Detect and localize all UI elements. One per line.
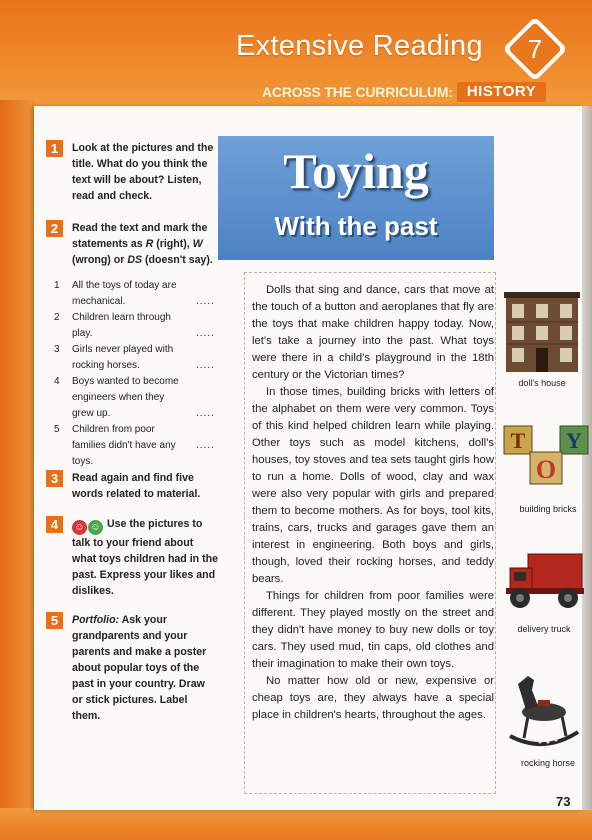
block-letter-o: O [535, 455, 557, 484]
statement-text: All the toys of today are mechanical. [72, 280, 177, 307]
article-paragraph: In those times, building bricks with letters of the alphabet on them were very common. Toys of this kind helped children learn while playing. Other toys such as model kitchens, doll's houses, toy stoves and tea sets taught girls how to run a home. Dolls of wood, clay and wax were also very popular with girls and prepared them to become mothers. As for boys, tool kits, trains, cars, trucks and garages gave them an interest in engineering. Both boys and girls, though, loved their rocking horses, and teddy bears. [252, 386, 494, 585]
answer-blank[interactable]: ..... [196, 440, 215, 451]
task-number: 5 [46, 612, 63, 629]
task-number: 2 [46, 220, 63, 237]
task-text-part: (right), [153, 238, 193, 250]
answer-blank[interactable]: ..... [196, 296, 215, 307]
answer-blank[interactable]: ..... [196, 408, 215, 419]
rocking-horse-caption: rocking horse [520, 758, 576, 768]
statement-number: 3 [54, 344, 60, 355]
task-text-w: W [192, 238, 203, 250]
article-subtitle: With the past [274, 211, 438, 241]
article-paragraph: Things for children from poor families were different. They played mostly on the street and they didn't have money to buy new dolls or toy cars. They used mud, tin caps, old clothes and their imagination to make their own toys. [252, 590, 494, 670]
delivery-truck-image [504, 548, 586, 614]
curriculum-strip [262, 82, 546, 102]
task-text-part: Ask your grandparents and your parents and make a poster about popular toys of the past in your country. Draw or stick pictures. Label them. [72, 614, 207, 722]
dolls-house-caption: doll's house [518, 378, 566, 388]
article-paragraph: Dolls that sing and dance, cars that move at the touch of a button and aeroplanes that fly are the toys that make children happy today. Now, let's take a journey into the past. What toys were there in a child's playground in the 18th century or the Victorian times? [252, 284, 494, 381]
statement-text: Boys wanted to become engineers when they grew up. [72, 376, 179, 419]
footer-band [0, 808, 592, 840]
task-text [72, 516, 218, 599]
statement-text: Girls never played with rocking horses. [72, 344, 174, 371]
answer-blank[interactable]: ..... [196, 360, 215, 371]
task-text [72, 220, 218, 268]
rocking-horse-image [504, 670, 584, 750]
statement-text: Children learn through play. [72, 312, 171, 339]
task-text: Read again and find five words related to material. [72, 472, 201, 500]
page-number: 73 [556, 794, 571, 809]
left-margin-band [0, 100, 34, 840]
section-title: Extensive Reading [236, 30, 483, 62]
article-paragraph: No matter how old or new, expensive or cheap toys are, they always have a special place in children's hearts, throughout the ages. [252, 675, 494, 721]
task-text: Look at the pictures and the title. What do you think the text will be about? Listen, read and check. [72, 142, 214, 202]
block-letter-y: Y [566, 428, 582, 453]
article-body [252, 282, 494, 724]
block-letter-t: T [510, 428, 526, 453]
building-bricks-caption: building bricks [519, 504, 577, 514]
building-bricks-image [502, 422, 590, 496]
task-number: 3 [46, 470, 63, 487]
dolls-house-image [502, 290, 582, 372]
portfolio-label: Portfolio: [72, 614, 120, 626]
task-text-part: (doesn't say). [142, 254, 213, 266]
task-text-part: Use the pictures to talk to your friend about what toys children had in the past. Express your likes and dislikes. [72, 518, 218, 597]
statement-number: 5 [54, 424, 60, 435]
task-number: 4 [46, 516, 63, 533]
statement-number: 1 [54, 280, 60, 291]
statement-number: 2 [54, 312, 60, 323]
task-text-ds: DS [127, 254, 143, 266]
delivery-truck-caption: delivery truck [517, 624, 571, 634]
statement-number: 4 [54, 376, 60, 387]
smiley-icon-red: ☺ [72, 520, 87, 535]
answer-blank[interactable]: ..... [196, 328, 215, 339]
task-number: 1 [46, 140, 63, 157]
curriculum-subject: HISTORY [457, 82, 546, 102]
statement-text: Children from poor families didn't have any toys. [72, 424, 176, 467]
task-text-r: R [145, 238, 154, 250]
task-text-part: Read the text and mark the statements as [72, 222, 208, 250]
article-title: Toying [283, 143, 429, 199]
task-text-part: (wrong) or [72, 254, 128, 266]
smiley-icon-green: ☺ [88, 520, 103, 535]
unit-number: 7 [527, 34, 543, 64]
curriculum-label: ACROSS THE CURRICULUM: [262, 84, 453, 100]
task-text [72, 612, 218, 724]
